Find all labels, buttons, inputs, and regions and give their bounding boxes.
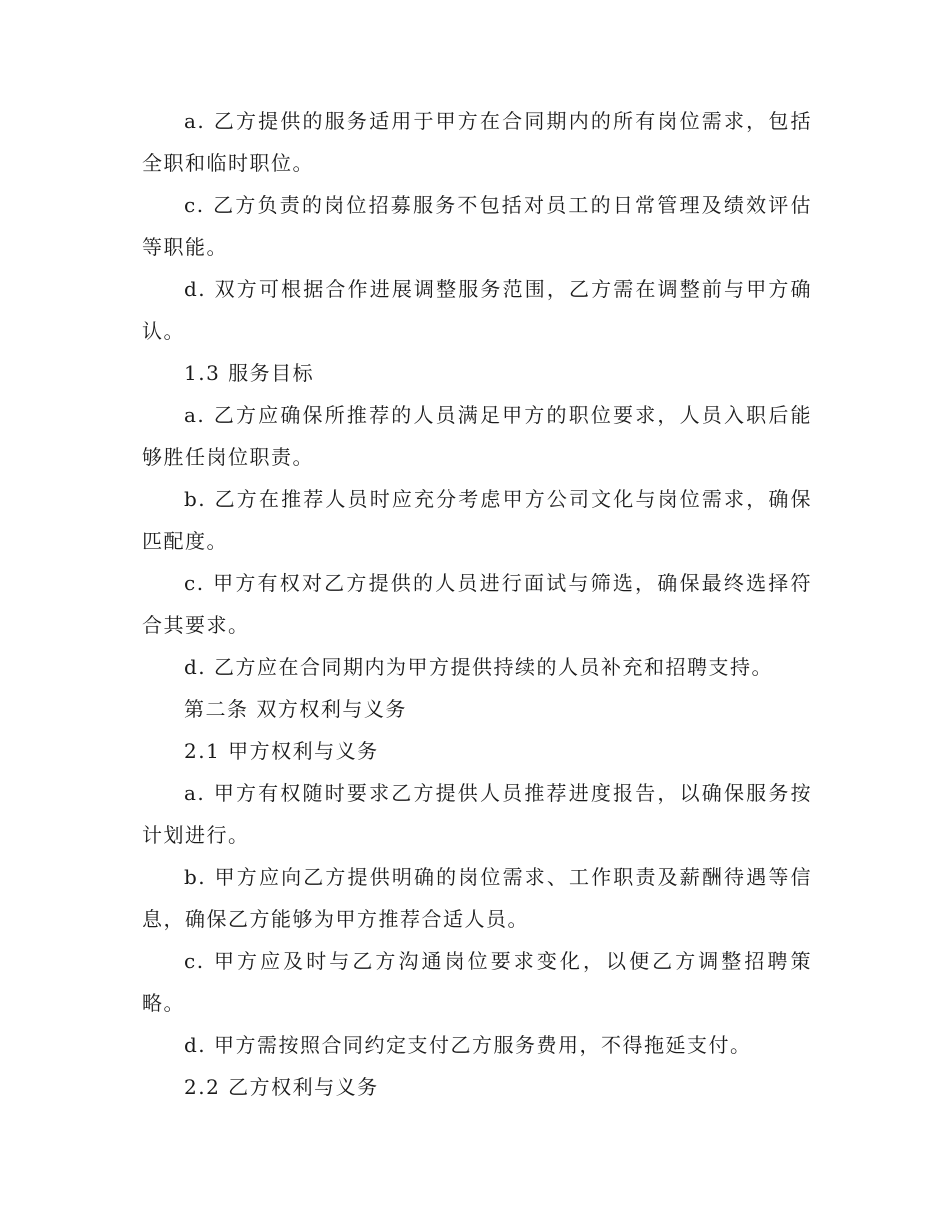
- clause-2-1-a: a. 甲方有权随时要求乙方提供人员推荐进度报告，以确保服务按计划进行。: [142, 781, 812, 847]
- clause-2-1-c: c. 甲方应及时与乙方沟通岗位要求变化，以便乙方调整招聘策略。: [142, 949, 812, 1015]
- clause-1-3-b: b. 乙方在推荐人员时应充分考虑甲方公司文化与岗位需求，确保匹配度。: [142, 487, 812, 553]
- section-heading-1-3: 1.3 服务目标: [184, 361, 315, 385]
- article-heading-2: 第二条 双方权利与义务: [184, 697, 407, 721]
- clause-1-2-c: c. 乙方负责的岗位招募服务不包括对员工的日常管理及绩效评估等职能。: [142, 193, 812, 259]
- clause-2-1-d: d. 甲方需按照合同约定支付乙方服务费用，不得拖延支付。: [184, 1033, 752, 1057]
- clause-1-3-c: c. 甲方有权对乙方提供的人员进行面试与筛选，确保最终选择符合其要求。: [142, 571, 812, 637]
- clause-2-1-b: b. 甲方应向乙方提供明确的岗位需求、工作职责及薪酬待遇等信息，确保乙方能够为甲方推荐合适人员。: [142, 865, 812, 931]
- clause-1-2-a: a. 乙方提供的服务适用于甲方在合同期内的所有岗位需求，包括全职和临时职位。: [142, 109, 812, 175]
- section-heading-2-1: 2.1 甲方权利与义务: [184, 739, 379, 763]
- document-body: [142, 100, 812, 1108]
- clause-1-3-d: d. 乙方应在合同期内为甲方提供持续的人员补充和招聘支持。: [184, 655, 774, 679]
- section-heading-2-2: 2.2 乙方权利与义务: [184, 1075, 379, 1099]
- clause-1-3-a: a. 乙方应确保所推荐的人员满足甲方的职位要求，人员入职后能够胜任岗位职责。: [142, 403, 812, 469]
- clause-1-2-d: d. 双方可根据合作进展调整服务范围，乙方需在调整前与甲方确认。: [142, 277, 812, 343]
